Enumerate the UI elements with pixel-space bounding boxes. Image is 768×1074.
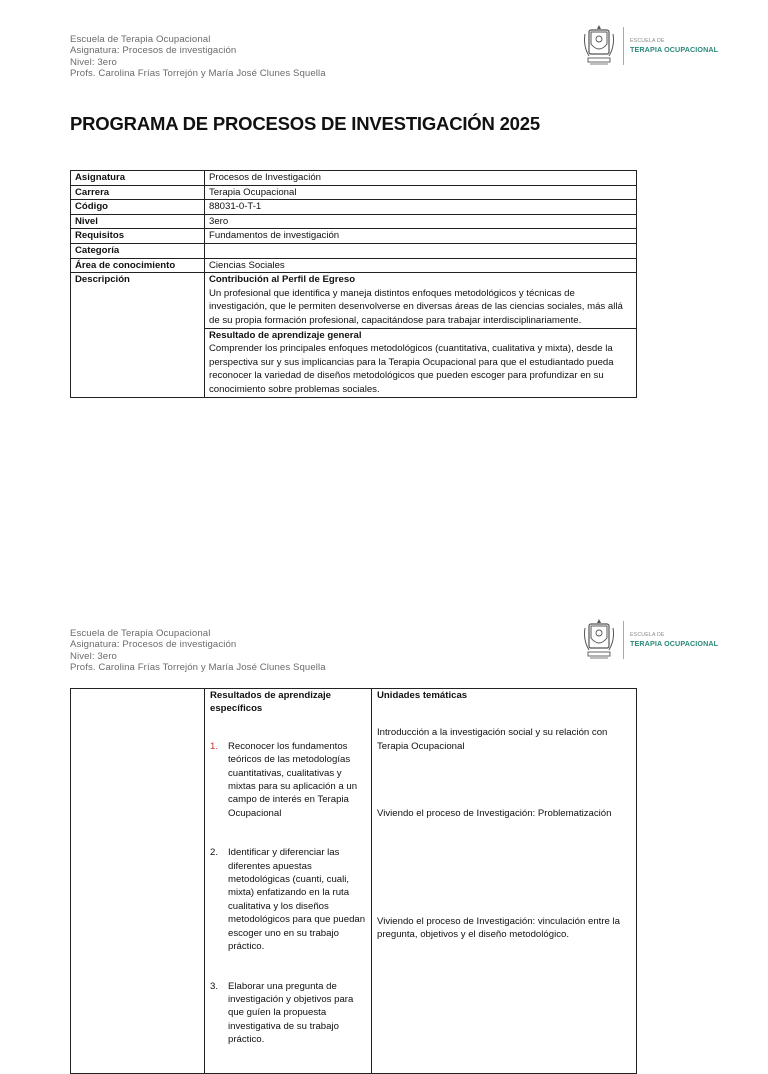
table-row — [71, 185, 637, 200]
row-value: Terapia Ocupacional — [205, 185, 637, 200]
header-level: Nivel: 3ero — [70, 650, 117, 662]
university-seal-icon — [582, 24, 616, 68]
course-info-table — [70, 170, 637, 398]
table-row — [71, 258, 637, 273]
row-key: Código — [71, 200, 205, 215]
school-logo — [582, 618, 718, 662]
row-value: Fundamentos de investigación — [205, 229, 637, 244]
list-item — [210, 980, 366, 1047]
table-row — [71, 214, 637, 229]
row-key: Carrera — [71, 185, 205, 200]
logo-big-text: TERAPIA OCUPACIONAL — [630, 639, 719, 648]
list-item — [210, 846, 366, 953]
logo-divider — [623, 621, 624, 659]
row-key: Asignatura — [71, 171, 205, 186]
outcome-number: 2. — [210, 847, 219, 859]
outcome-text: Reconocer los fundamentos teóricos de las metodologías cuantitativas, cualitativas y mixtas para su aplicación a un campo de interés en Terapia Ocupacional — [228, 740, 358, 819]
logo-text — [630, 632, 718, 648]
table-row — [71, 243, 637, 258]
table-row — [71, 229, 637, 244]
empty-cell — [71, 689, 205, 1074]
row-key: Requisitos — [71, 229, 205, 244]
outcome-number: 1. — [210, 740, 219, 752]
unit-item: Viviendo el proceso de Investigación: vinculación entre la pregunta, objetivos y el diseño metodológico. — [377, 915, 621, 941]
description-key: Descripción — [71, 273, 205, 397]
outcomes-column-header: Resultados de aprendizaje específicos — [210, 690, 332, 715]
logo-text — [630, 38, 718, 54]
outcome-text: Identificar y diferenciar las diferentes apuestas metodológicas (cuanti, cuali, mixta) enfatizando en la ruta cualitativa y los diseños metodológicos para que puedan escoger uno en su trabajo práctico. — [228, 847, 366, 953]
row-key: Área de conocimiento — [71, 258, 205, 273]
profile-heading: Contribución al Perfil de Egreso — [209, 274, 356, 286]
unit-item: Viviendo el proceso de Investigación: Problematización — [377, 808, 612, 820]
header-school: Escuela de Terapia Ocupacional — [70, 628, 211, 639]
outcome-text: Elaborar una pregunta de investigación y objetivos para que guíen la propuesta investigativa de su trabajo práctico. — [228, 980, 354, 1046]
logo-divider — [623, 27, 624, 65]
units-cell — [372, 689, 637, 1074]
row-value: Ciencias Sociales — [205, 258, 637, 273]
row-key: Categoría — [71, 243, 205, 258]
general-outcome-cell — [205, 328, 637, 397]
page-header-text — [70, 34, 326, 80]
header-level: Nivel: 3ero — [70, 56, 117, 68]
general-outcome-text: Comprender los principales enfoques metodológicos (cuantitativa, cualitativa y mixta), desde la perspectiva sur y sus implicancias para la Terapia Ocupacional para que el estudiantado pueda reconocer la variedad de diseños metodológicos que pueden escoger para profundizar en su conocimiento sobre problemas sociales. — [209, 343, 614, 395]
school-logo — [582, 24, 718, 68]
row-key: Nivel — [71, 214, 205, 229]
row-value: 3ero — [205, 214, 637, 229]
logo-big-text: TERAPIA OCUPACIONAL — [630, 45, 719, 54]
row-value — [205, 243, 637, 258]
document-page-2 — [0, 590, 768, 1046]
outcomes-list — [210, 740, 366, 1047]
outcomes-cell — [205, 689, 372, 1074]
header-subject: Asignatura: Procesos de investigación — [70, 639, 237, 651]
document-title: PROGRAMA DE PROCESOS DE INVESTIGACIÓN 2025 — [70, 113, 540, 134]
header-professors: Profs. Carolina Frías Torrejón y María José Clunes Squella — [70, 662, 326, 674]
list-item — [210, 740, 366, 820]
header-school: Escuela de Terapia Ocupacional — [70, 34, 211, 45]
outcome-number: 3. — [210, 980, 219, 992]
profile-cell — [205, 273, 637, 328]
row-value: Procesos de Investigación — [205, 171, 637, 186]
header-subject: Asignatura: Procesos de investigación — [70, 45, 237, 57]
profile-text: Un profesional que identifica y maneja distintos enfoques metodológicos y técnicas de investigación, que le permiten desenvolverse en diversas áreas de las ciencias sociales, más allá de su propia formación profesional, capacitándose para trabajar interdisciplinariamente. — [209, 287, 623, 326]
table-row — [71, 689, 637, 1074]
table-row — [71, 171, 637, 186]
row-value: 88031-0-T-1 — [205, 200, 637, 215]
logo-small-text: ESCUELA DE — [630, 632, 665, 638]
unit-item: Introducción a la investigación social y su relación con Terapia Ocupacional — [377, 727, 608, 752]
university-seal-icon — [582, 618, 616, 662]
table-row — [71, 273, 637, 328]
learning-units-table — [70, 688, 637, 1074]
table-row — [71, 200, 637, 215]
general-outcome-heading: Resultado de aprendizaje general — [209, 329, 362, 341]
page-header-text — [70, 628, 326, 674]
logo-small-text: ESCUELA DE — [630, 38, 665, 44]
units-column-header: Unidades temáticas — [377, 690, 468, 701]
header-professors: Profs. Carolina Frías Torrejón y María José Clunes Squella — [70, 68, 326, 80]
